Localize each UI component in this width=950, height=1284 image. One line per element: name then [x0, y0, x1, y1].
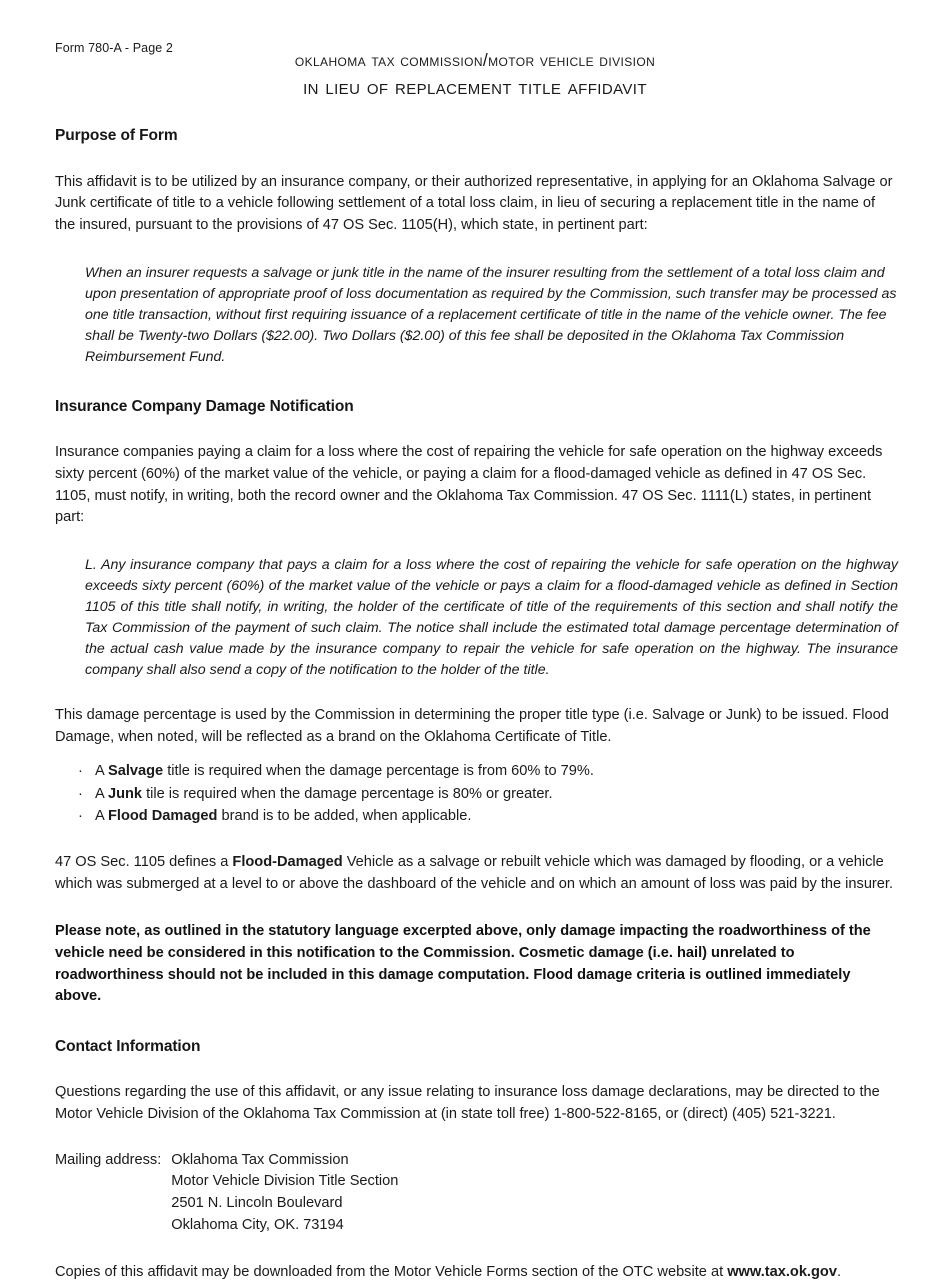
title-type-rules-list	[55, 760, 898, 828]
list-item	[78, 805, 898, 828]
footer-suffix: .	[836, 1264, 841, 1281]
agency-title: oklahoma tax commission/motor vehicle division	[294, 50, 656, 70]
bullet-suffix: title is required when the damage percentage is from 60% to 79%.	[163, 763, 594, 780]
list-item	[78, 783, 898, 806]
flood-definition-term: Flood-Damaged	[232, 853, 343, 870]
damage-notification-statute-quote: L. Any insurance company that pays a claim for a loss where the cost of repairing the vehicle for safe operation on the highway exceeds sixty percent (60%) of the market value of the vehicle or pays a claim for a flood-damaged vehicle as defined in Section 1105 of this title shall notify, in writing, the holder of the certificate of title of the requirements of this section and shall notify the Tax Commission of the payment of such claim. The notice shall include the estimated total damage percentage determination of the actual cash value made by the insurance company to repair the vehicle for safe operation on the highway. The insurance company shall also send a copy of the notification to the holder of the title.	[85, 556, 898, 678]
bullet-icon: ·	[78, 763, 83, 780]
footer-prefix: Copies of this affidavit may be downloaded from the Motor Vehicle Forms section of the OTC website at	[55, 1264, 728, 1281]
flood-definition-prefix: 47 OS Sec. 1105 defines a	[55, 853, 233, 870]
flood-damaged-definition	[55, 852, 898, 895]
mailing-address-label: Mailing address:	[55, 1151, 162, 1168]
flood-definition-suffix: Vehicle as a salvage or rebuilt vehicle which was damaged by flooding, or a vehicle which was submerged at a level to or above the dashboard of the vehicle and on which an amount of loss was paid by the insurer.	[55, 853, 894, 892]
list-item	[78, 760, 898, 783]
purpose-paragraph: This affidavit is to be utilized by an insurance company, or their authorized representative, in applying for an Oklahoma Salvage or Junk certificate of title to a vehicle following settlement of a total loss claim, in lieu of securing a replacement title in the name of the insured, pursuant to the provisions of 47 OS Sec. 1105(H), which state, in pertinent part:	[55, 173, 893, 233]
download-footer-note	[55, 1262, 898, 1284]
bullet-icon: ·	[78, 808, 83, 825]
bullet-emphasis: Junk	[107, 785, 143, 802]
mailing-address-block	[55, 1150, 398, 1237]
purpose-statute-quote: When an insurer requests a salvage or junk title in the name of the insurer resulting from the settlement of a total loss claim and upon presentation of appropriate proof of loss documentation as required by the Commission, such transfer may be processed as one title transaction, without first requiring issuance of a replacement certificate of title in the name of the vehicle owner. The fee shall be Twenty-two Dollars ($22.00). Two Dollars ($2.00) of this fee shall be deposited in the Oklahoma Tax Commission Reimbursement Fund.	[85, 264, 897, 365]
contact-paragraph: Questions regarding the use of this affidavit, or any issue relating to insurance loss damage declarations, may be directed to the Motor Vehicle Division of the Oklahoma Tax Commission at (in state toll free) 1-800-522-8165, or (direct) (405) 521-3221.	[55, 1084, 880, 1123]
address-line: Oklahoma Tax Commission	[171, 1151, 349, 1168]
bullet-suffix: tile is required when the damage percentage is 80% or greater.	[142, 785, 553, 802]
section-heading-contact: Contact Information	[55, 1037, 201, 1055]
address-line: Oklahoma City, OK. 73194	[171, 1216, 344, 1233]
otc-website-url: www.tax.ok.gov	[727, 1264, 837, 1281]
damage-notification-paragraph: Insurance companies paying a claim for a loss where the cost of repairing the vehicle for safe operation on the highway exceeds sixty percent (60%) of the market value of the vehicle, or paying a claim for a flood-damaged vehicle as defined in 47 OS Sec. 1105, must notify, in writing, both the record owner and the Oklahoma Tax Commission. 47 OS Sec. 1111(L) states, in pertinent part:	[55, 444, 883, 526]
bullet-prefix: A	[95, 785, 108, 802]
please-note-paragraph: Please note, as outlined in the statutory language excerpted above, only damage impacting the roadworthiness of the vehicle need be considered in this notification to the Commission. Cosmetic damage (i.e. hail) unrelated to roadworthiness should not be included in this damage computation. Flood damage criteria is outlined immediately above.	[55, 923, 871, 1005]
document-body	[55, 127, 898, 1284]
bullet-emphasis: Flood Damaged	[107, 808, 218, 825]
address-line: 2501 N. Lincoln Boulevard	[171, 1195, 343, 1212]
section-heading-purpose: Purpose of Form	[55, 127, 178, 144]
document-header	[0, 49, 950, 102]
form-identifier: Form 780-A - Page 2	[55, 41, 173, 55]
bullet-prefix: A	[95, 808, 108, 825]
bullet-emphasis: Salvage	[107, 763, 164, 780]
section-heading-damage-notification: Insurance Company Damage Notification	[55, 397, 354, 415]
bullet-icon: ·	[78, 785, 83, 802]
bullet-suffix: brand is to be added, when applicable.	[217, 808, 472, 825]
mailing-address-lines	[171, 1150, 398, 1237]
address-line: Motor Vehicle Division Title Section	[171, 1173, 399, 1190]
page-title: in lieu of replacement title affidavit	[303, 74, 647, 100]
bullet-prefix: A	[95, 763, 108, 780]
damage-percentage-paragraph: This damage percentage is used by the Commission in determining the proper title type (i.e. Salvage or Junk) to be issued. Flood Damage, when noted, will be reflected as a brand on the Oklahoma Certificate of Title.	[55, 706, 889, 745]
